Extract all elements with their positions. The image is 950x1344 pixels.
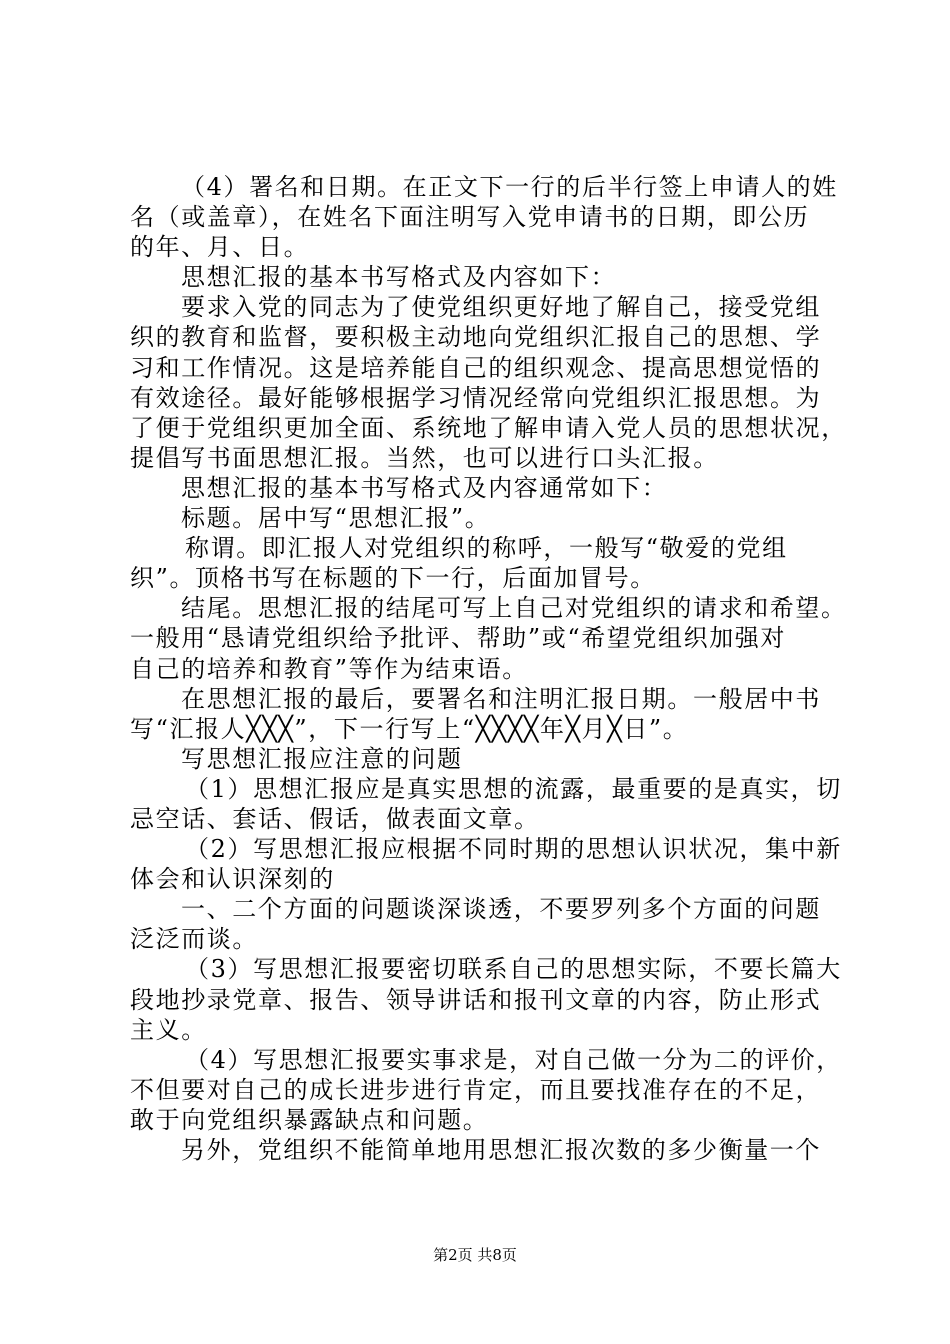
text-line: 名（或盖章），在姓名下面注明写入党申请书的日期，即公历 [130, 203, 810, 232]
text-line: 主义。 [130, 1015, 207, 1044]
text-line: 结尾。思想汇报的结尾可写上自己对党组织的请求和希望。 [181, 594, 847, 623]
text-line: 了便于党组织更加全面、系统地了解申请入党人员的思想状况， [130, 413, 847, 442]
text-line: 写“汇报人╳╳╳”，下一行写上“╳╳╳╳年╳月╳日”。 [130, 714, 689, 743]
paragraph-report-format-heading [130, 262, 830, 292]
paragraph-ending [130, 593, 847, 683]
text-line: 泛泛而谈。 [130, 925, 258, 954]
text-line: 一般用“恳请党组织给予批评、帮助”或“希望党组织加强对 [130, 624, 787, 653]
text-line: 提倡写书面思想汇报。当然，也可以进行口头汇报。 [130, 443, 719, 472]
paragraph-note-1 [130, 774, 842, 834]
text-line: 标题。居中写“思想汇报”。 [181, 504, 491, 533]
text-line: 段地抄录党章、报告、领导讲话和报刊文章的内容，防止形式 [130, 985, 822, 1014]
paragraph-report-purpose [130, 292, 847, 473]
paragraph-note-3 [130, 954, 842, 1044]
text-line: 有效途径。最好能够根据学习情况经常向党组织汇报思想。为 [130, 383, 822, 412]
paragraph-title [130, 503, 830, 533]
text-line: 一、二个方面的问题谈深谈透，不要罗列多个方面的问题 [181, 895, 821, 924]
text-line: （1）思想汇报应是真实思想的流露，最重要的是真实，切 [185, 774, 842, 803]
text-line: 思想汇报的基本书写格式及内容如下： [181, 263, 617, 292]
text-line: 自己的培养和教育”等作为结束语。 [130, 654, 528, 683]
text-line: （4）署名和日期。在正文下一行的后半行签上申请人的姓 [181, 173, 838, 201]
paragraph-format-usually [130, 473, 830, 503]
text-line: 不但要对自己的成长进步进行肯定，而且要找准存在的不足， [130, 1075, 822, 1104]
text-line: 的年、月、日。 [130, 233, 310, 262]
text-line: （2）写思想汇报应根据不同时期的思想认识状况，集中新 [185, 835, 842, 864]
paragraph-signature-date [130, 172, 838, 262]
paragraph-additionally [130, 1135, 830, 1165]
document-body [130, 172, 847, 1165]
text-line: 织的教育和监督，要积极主动地向党组织汇报自己的思想、学 [130, 323, 822, 352]
text-line: 忌空话、套话、假话，做表面文章。 [130, 804, 540, 833]
paragraph-note-2-continued [130, 894, 830, 954]
paragraph-signoff [130, 684, 830, 744]
text-line: 要求入党的同志为了使党组织更好地了解自己，接受党组 [181, 293, 821, 322]
text-line: 体会和认识深刻的 [130, 865, 335, 894]
text-line: （4）写思想汇报要实事求是，对自己做一分为二的评价， [185, 1045, 842, 1074]
text-line: 织”。顶格书写在标题的下一行，后面加冒号。 [130, 564, 656, 593]
text-line: （3）写思想汇报要密切联系自己的思想实际，不要长篇大 [185, 955, 842, 984]
text-line: 思想汇报的基本书写格式及内容通常如下： [181, 473, 668, 502]
text-line: 习和工作情况。这是培养能自己的组织观念、提高思想觉悟的 [130, 353, 822, 382]
paragraph-notes-heading [130, 744, 830, 774]
page-footer [0, 1246, 950, 1264]
page-number-label: 第2页 共8页 [433, 1246, 517, 1264]
text-line: 写思想汇报应注意的问题 [181, 744, 463, 773]
text-line: 另外，党组织不能简单地用思想汇报次数的多少衡量一个 [181, 1136, 821, 1164]
paragraph-salutation [130, 533, 830, 593]
text-line: 敢于向党组织暴露缺点和问题。 [130, 1105, 489, 1134]
paragraph-note-4 [130, 1045, 842, 1135]
paragraph-note-2 [130, 834, 842, 894]
text-line: 在思想汇报的最后，要署名和注明汇报日期。一般居中书 [181, 684, 821, 713]
text-line: 称谓。即汇报人对党组织的称呼，一般写“敬爱的党组 [185, 534, 788, 563]
